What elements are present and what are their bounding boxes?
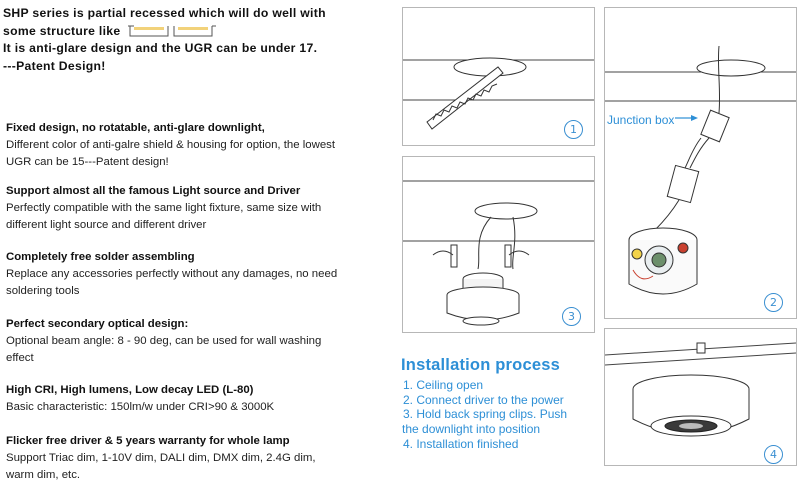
feature-6 — [6, 433, 391, 483]
feature-heading: Perfect secondary optical design: — [6, 318, 189, 330]
intro-block — [3, 5, 393, 75]
feature-heading: Flicker free driver & 5 years warranty for whole lamp — [6, 435, 290, 447]
step-number-badge: 3 — [562, 307, 581, 326]
install-step: 1. Ceiling open — [403, 378, 484, 392]
install-step: 4. Installation finished — [403, 436, 519, 451]
install-step: 2. Connect driver to the power — [403, 392, 564, 407]
feature-heading: High CRI, High lumens, Low decay LED (L-80) — [6, 384, 254, 396]
feature-text: Optional beam angle: 8 - 90 deg, can be used for wall washing — [6, 334, 322, 347]
intro-line-3: It is anti-glare design and the UGR can be under 17. — [3, 41, 318, 55]
step-number-badge: 1 — [564, 120, 583, 139]
diagram-panel-ceiling-open — [402, 7, 595, 146]
spring-clips-illustration — [403, 157, 594, 332]
step-number-badge: 4 — [764, 445, 783, 464]
feature-text: Basic characteristic: 150lm/w under CRI>90 & 3000K — [6, 400, 275, 413]
feature-3 — [6, 249, 391, 299]
installation-steps — [403, 378, 603, 452]
feature-text: effect — [6, 351, 34, 364]
intro-line-2 — [3, 23, 393, 41]
diagram-panel-wiring — [604, 7, 797, 319]
step-number-badge: 2 — [764, 293, 783, 312]
feature-text: Perfectly compatible with the same light fixture, same size with — [6, 201, 322, 214]
feature-heading: Fixed design, no rotatable, anti-glare downlight, — [6, 122, 265, 134]
feature-text: UGR can be 15---Patent design! — [6, 155, 169, 168]
feature-text: Different color of anti-galre shield & housing for option, the lowest — [6, 138, 336, 151]
feature-1 — [6, 120, 391, 170]
wiring-illustration — [605, 8, 796, 318]
intro-line-1: SHP series is partial recessed which will do well with — [3, 6, 326, 20]
feature-4 — [6, 316, 391, 366]
diagram-panel-spring-clips — [402, 156, 595, 333]
feature-text: different light source and different driver — [6, 218, 207, 231]
diagram-panel-finished — [604, 328, 797, 466]
feature-5 — [6, 382, 391, 416]
feature-2 — [6, 183, 391, 233]
feature-heading: Completely free solder assembling — [6, 251, 195, 263]
feature-text: Support Triac dim, 1-10V dim, DALI dim, DMX dim, 2.4G dim, — [6, 451, 316, 464]
feature-text: warm dim, etc. — [6, 468, 81, 481]
recessed-profile-icon — [128, 24, 216, 38]
install-step: the downlight into position — [402, 422, 541, 437]
finished-illustration — [605, 329, 796, 465]
intro-line-4: ---Patent Design! — [3, 58, 106, 73]
feature-text: soldering tools — [6, 284, 80, 297]
intro-line-2-text: some structure like — [3, 23, 121, 38]
junction-box-label: Junction box — [607, 113, 675, 127]
feature-heading: Support almost all the famous Light source and Driver — [6, 185, 301, 197]
installation-title: Installation process — [401, 356, 560, 374]
feature-text: Replace any accessories perfectly without any damages, no need — [6, 267, 338, 280]
install-step: 3. Hold back spring clips. Push — [403, 407, 568, 422]
